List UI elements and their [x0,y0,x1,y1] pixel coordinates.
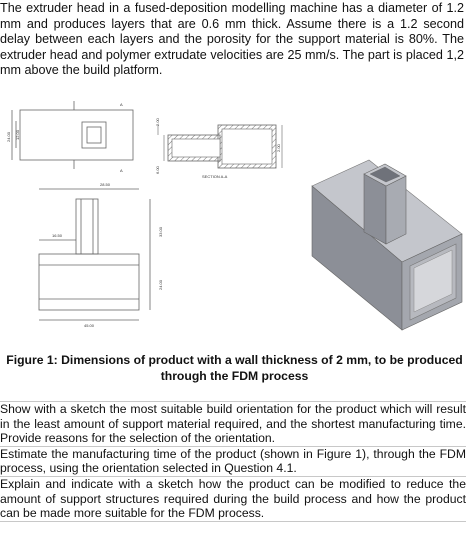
problem-statement: The extruder head in a fused-deposition modelling machine has a diameter of 1.2 mm and produces layers that are 0.6 mm thick. Assume there is a 1.2 second delay between each layers and the porosity for the support material is 80%. The extruder head and polymer extrudate velocities are 25 mm/s. The part is placed 1,2 mm above the build platform. [0,1,464,78]
questions-list [0,401,466,522]
iso-tube-right [386,176,406,244]
dim-16-5: 16.50 [52,233,63,238]
figure-1 [0,82,469,340]
dim-wall-right: 2.00 [276,144,281,152]
dim-wall-top: 2.00 [155,118,160,126]
section-view [158,125,282,168]
dim-24: 24.00 [6,131,11,142]
section-marker-bottom: A [120,168,123,173]
question-4-3: Explain and indicate with a sketch how the product can be modified to reduce the amount of support structures required during the build process and how the product can be made more suitable for the FDM process. [0,476,466,521]
section-marker-top: A [120,102,123,107]
dim-side-6: 6.00 [155,166,160,174]
section-label: SECTION A-A [202,174,228,179]
technical-drawing [0,92,280,340]
dim-12: 12.00 [15,129,20,140]
front-view [39,189,150,320]
dim-28-5: 28.50 [100,182,111,187]
dim-45: 45.00 [84,323,95,328]
isometric-render [284,152,464,332]
dim-24b: 24.00 [158,279,163,290]
dim-33: 33.00 [158,226,163,237]
figure-caption: Figure 1: Dimensions of product with a wall thickness of 2 mm, to be produced through the FDM process [6,353,463,383]
question-4-1: Show with a sketch the most suitable build orientation for the product which will result in the least amount of support material required, and the shortest manufacturing time. Provide reasons for the selection of the orientation. [0,402,466,446]
top-view [12,101,133,169]
question-4-2: Estimate the manufacturing time of the product (shown in Figure 1), through the FDM process, using the orientation selected in Question 4.1. [0,446,466,476]
